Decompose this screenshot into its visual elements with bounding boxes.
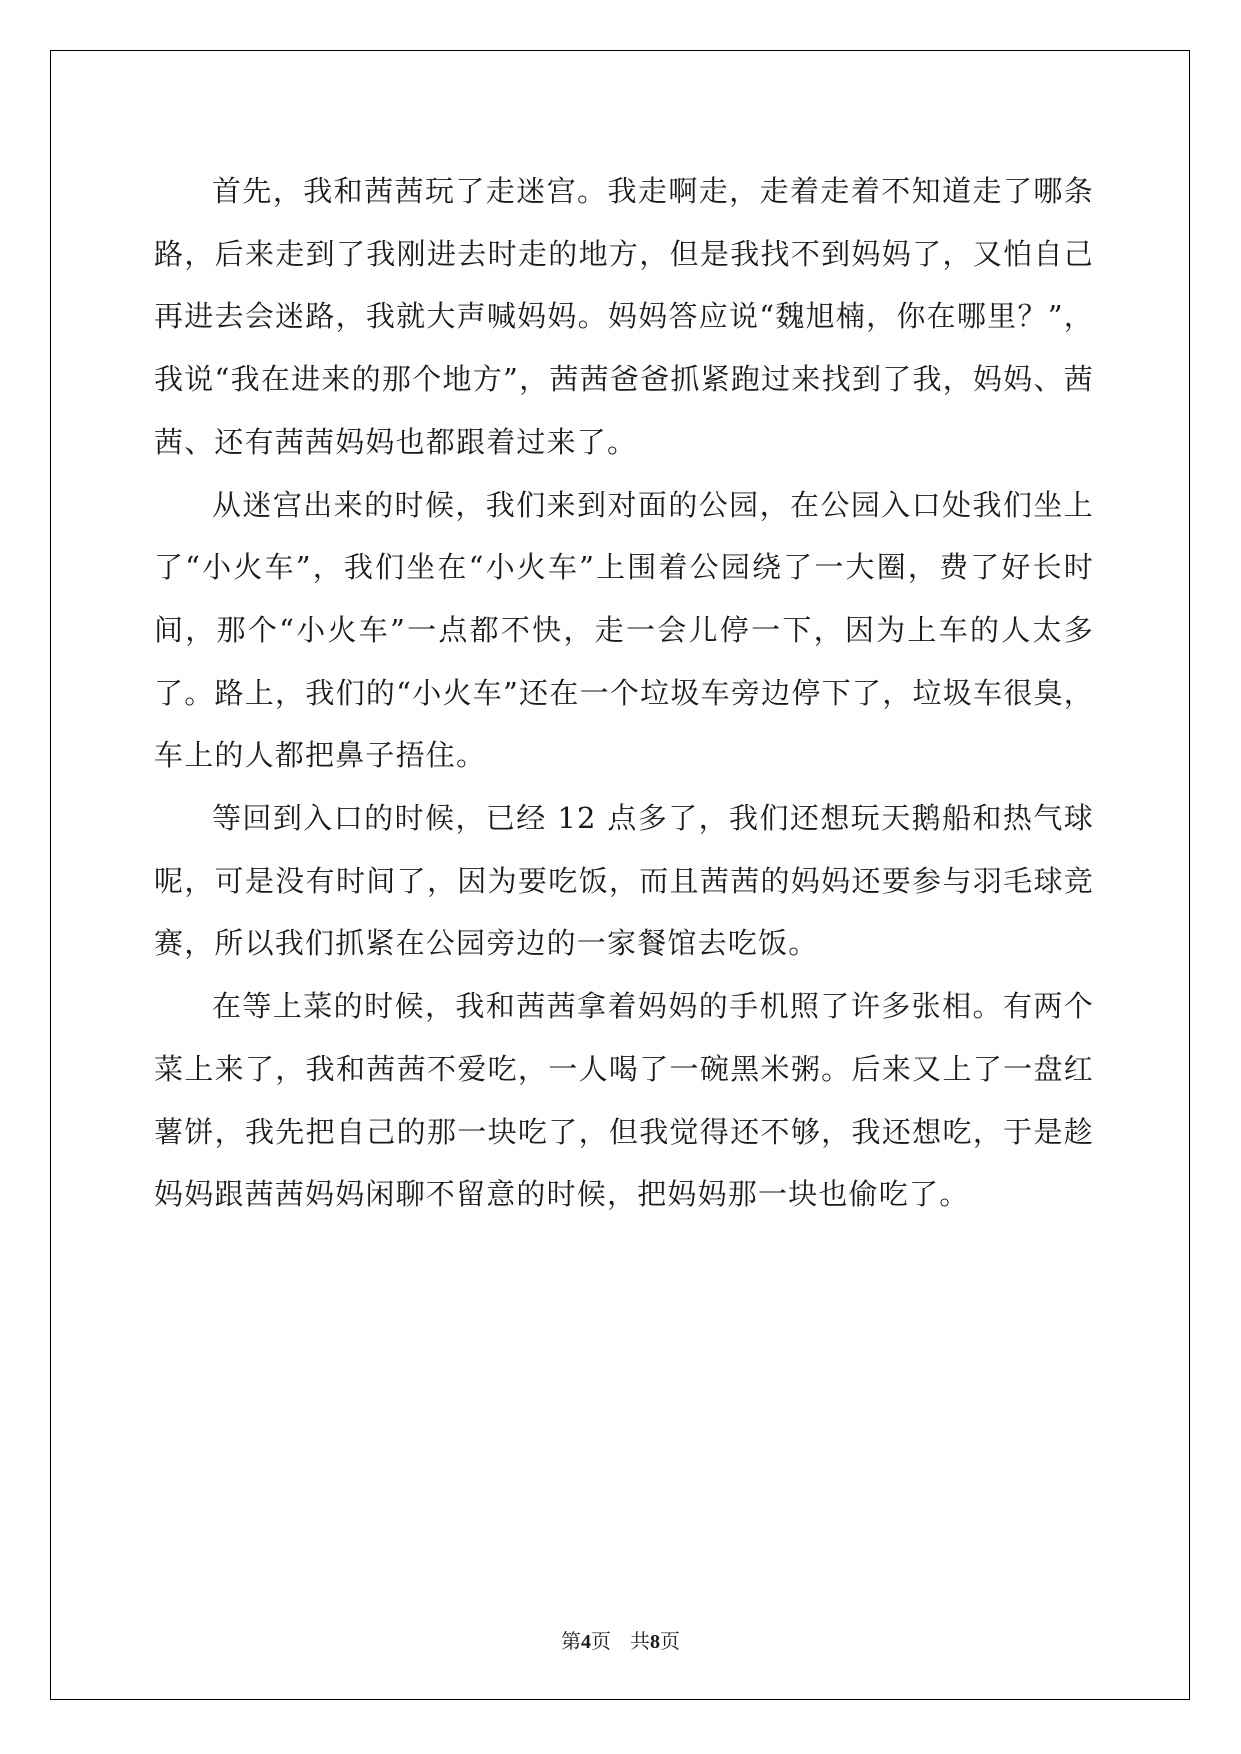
paragraph-1: 首先，我和茜茜玩了走迷宫。我走啊走，走着走着不知道走了哪条路，后来走到了我刚进去时走的地方，但是我找不到妈妈了，又怕自己再进去会迷路，我就大声喊妈妈。妈妈答应说“魏旭楠，你在哪里？”，我说“我在进来的那个地方”，茜茜爸爸抓紧跑过来找到了我，妈妈、茜茜、还有茜茜妈妈也都跟着过来了。 [154, 174, 1094, 459]
paragraph-3: 等回到入口的时候，已经 12 点多了，我们还想玩天鹅船和热气球呢，可是没有时间了，因为要吃饭，而且茜茜的妈妈还要参与羽毛球竞赛，所以我们抓紧在公园旁边的一家餐馆去吃饭。 [154, 801, 1094, 961]
footer-total-prefix: 共 [630, 1629, 651, 1653]
footer-page-suffix: 页 [590, 1629, 611, 1653]
footer-prefix: 第 [560, 1629, 581, 1653]
page-footer [0, 1625, 1241, 1654]
paragraph-4: 在等上菜的时候，我和茜茜拿着妈妈的手机照了许多张相。有两个菜上来了，我和茜茜不爱吃，一人喝了一碗黑米粥。后来又上了一盘红薯饼，我先把自己的那一块吃了，但我觉得还不够，我还想吃，于是趁妈妈跟茜茜妈妈闲聊不留意的时候，把妈妈那一块也偷吃了。 [154, 989, 1094, 1212]
footer-total-suffix: 页 [660, 1629, 681, 1653]
footer-page-number: 4 [580, 1631, 591, 1653]
document-body [154, 160, 1094, 1226]
paragraph-2: 从迷宫出来的时候，我们来到对面的公园，在公园入口处我们坐上了“小火车”，我们坐在“小火车”上围着公园绕了一大圈，费了好长时间，那个“小火车”一点都不快，走一会儿停一下，因为上车的人太多了。路上，我们的“小火车”还在一个垃圾车旁边停下了，垃圾车很臭，车上的人都把鼻子捂住。 [154, 487, 1094, 773]
footer-total-pages: 8 [650, 1631, 661, 1653]
